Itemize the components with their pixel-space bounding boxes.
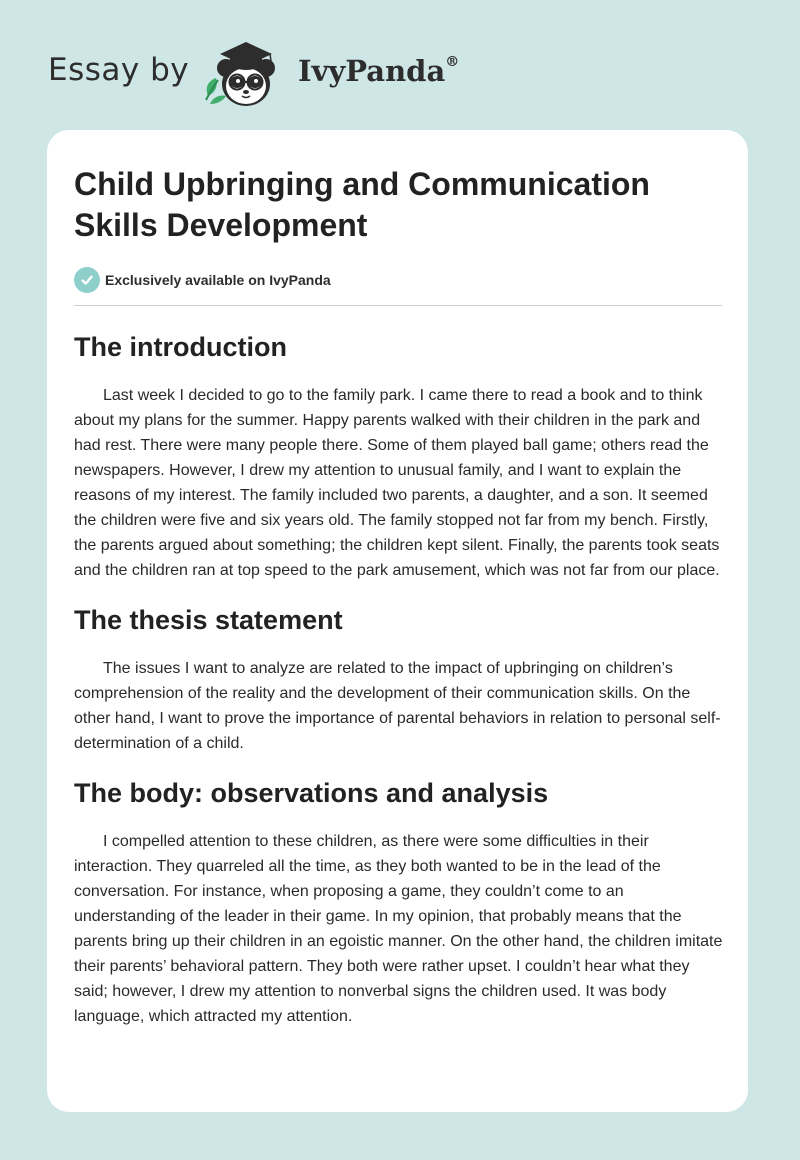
essay-content — [74, 164, 724, 1029]
registered-mark: ® — [445, 54, 460, 71]
section-heading-body: The body: observations and analysis — [74, 778, 549, 808]
essay-title: Child Upbringing and Communication Skills Development — [74, 166, 650, 243]
section-paragraph-thesis: The issues I want to analyze are related to the impact of upbringing on children’s comprehension of the reality and the development of their communication skills. On the other hand, I want to prove the importance of parental behaviors in relation to personal self-determination of a child. — [74, 660, 721, 752]
exclusive-label: Exclusively available on IvyPanda — [105, 272, 331, 288]
checkmark-icon — [74, 267, 100, 293]
site-header — [48, 30, 748, 110]
divider — [74, 305, 722, 306]
essay-card — [47, 130, 748, 1112]
section-paragraph-body: I compelled attention to these children, as there were some difficulties in their interaction. They quarreled all the time, as they both wanted to be in the lead of the conversation. For instance, when proposing a game, they couldn’t come to an understanding of the leader in their game. In my opinion, that probably means that the parents bring up their children in an egoistic manner. On the other hand, the children imitate their parents’ behavioral pattern. They both were rather upset. I couldn’t hear what they said; however, I drew my attention to nonverbal signs the children used. It was body language, which attracted my attention. — [74, 833, 723, 1025]
brand-name[interactable]: IvyPanda® — [298, 54, 460, 88]
section-heading-thesis: The thesis statement — [74, 605, 343, 635]
section-heading-introduction: The introduction — [74, 332, 287, 362]
panda-mascot-icon[interactable] — [200, 34, 292, 110]
exclusive-badge — [74, 266, 724, 294]
section-paragraph-introduction: Last week I decided to go to the family park. I came there to read a book and to think about my plans for the summer. Happy parents walked with their children in the park and had rest. There were many people there. Some of them played ball game; others read the newspapers. However, I drew my attention to unusual family, and I want to explain the reasons of my interest. The family included two parents, a daughter, and a son. It seemed the children were five and six years old. The family stopped not far from my bench. Firstly, the parents argued about something; the children kept silent. Finally, the parents took seats and the children ran at top speed to the park amusement, which was not far from our place. — [74, 387, 720, 579]
essay-by-label: Essay by — [48, 52, 190, 88]
